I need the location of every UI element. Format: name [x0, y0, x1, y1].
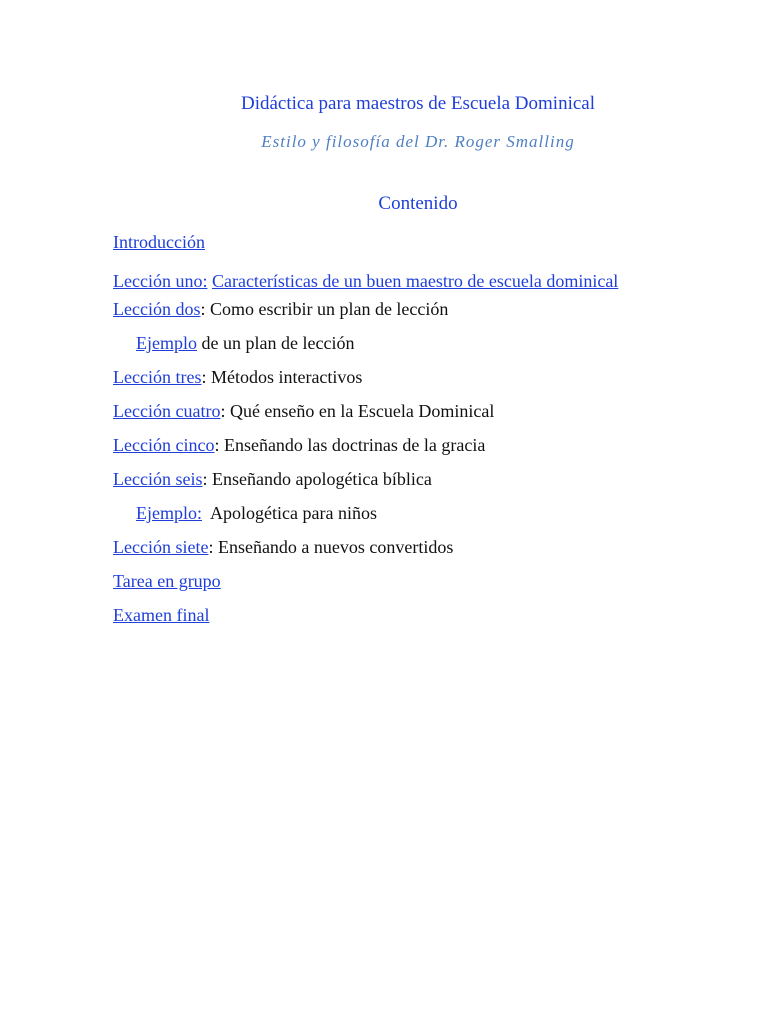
lesson-4-title: : Qué enseño en la Escuela Dominical: [220, 401, 495, 421]
lesson-1-link[interactable]: Lección uno:: [113, 271, 208, 291]
toc-item-introduction: [113, 231, 205, 253]
lesson-6-link[interactable]: Lección seis: [113, 469, 203, 489]
example-2-link[interactable]: Ejemplo:: [136, 503, 202, 523]
example-1-title: de un plan de lección: [197, 333, 355, 353]
document-subtitle: Estilo y filosofía del Dr. Roger Smalling: [261, 132, 575, 151]
lesson-2-title: : Como escribir un plan de lección: [200, 299, 449, 319]
lesson-3-link[interactable]: Lección tres: [113, 367, 202, 387]
lesson-7-link[interactable]: Lección siete: [113, 537, 209, 557]
lesson-7-title: : Enseñando a nuevos convertidos: [208, 537, 454, 557]
lesson-6-title: : Enseñando apologética bíblica: [202, 469, 432, 489]
lesson-3-title: : Métodos interactivos: [201, 367, 363, 387]
toc-item-lesson-5: [113, 434, 485, 456]
toc-item-lesson-7: [113, 536, 453, 558]
introduction-link[interactable]: Introducción: [113, 232, 205, 252]
example-2-title: Apologética para niños: [202, 503, 377, 523]
contents-heading: Contenido: [378, 193, 458, 214]
final-exam-link[interactable]: Examen final: [113, 605, 210, 625]
toc-item-example-1: [136, 332, 354, 354]
toc-item-example-2: [136, 502, 377, 524]
lesson-2-link[interactable]: Lección dos: [113, 299, 201, 319]
toc-item-lesson-2: [113, 298, 448, 320]
toc-item-lesson-1: [113, 270, 618, 292]
lesson-4-link[interactable]: Lección cuatro: [113, 401, 221, 421]
toc-item-lesson-6: [113, 468, 432, 490]
toc-item-lesson-3: [113, 366, 362, 388]
toc-item-lesson-4: [113, 400, 494, 422]
lesson-1-title-link[interactable]: Características de un buen maestro de escuela dominical: [211, 271, 619, 291]
group-task-link[interactable]: Tarea en grupo: [113, 571, 221, 591]
lesson-5-title: : Enseñando las doctrinas de la gracia: [214, 435, 486, 455]
toc-item-final-exam: [113, 604, 209, 626]
example-1-link[interactable]: Ejemplo: [136, 333, 197, 353]
toc-item-group-task: [113, 570, 221, 592]
lesson-5-link[interactable]: Lección cinco: [113, 435, 215, 455]
document-title: Didáctica para maestros de Escuela Dominical: [241, 93, 595, 114]
